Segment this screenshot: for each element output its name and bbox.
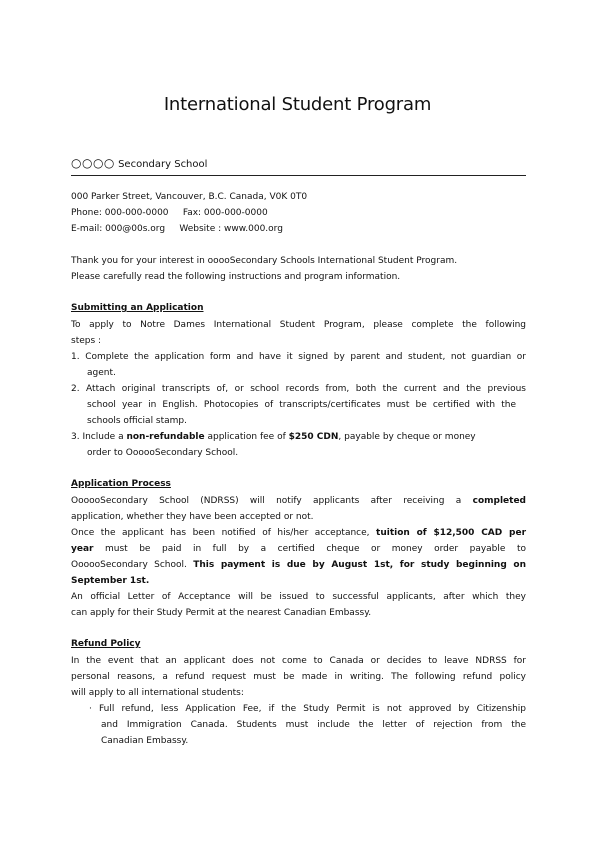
process-line <box>71 493 526 509</box>
step-1-line: 1. Complete the application form and have it signed by parent and student, not guardian or <box>71 352 526 362</box>
refund-bullet-line: and Immigration Canada. Students must include the letter of rejection from the <box>101 720 526 730</box>
submitting-intro-line: To apply to Notre Dames International Student Program, please complete the following <box>71 320 526 330</box>
section-heading-submitting: Submitting an Application <box>71 303 204 313</box>
school-address: 000 Parker Street, Vancouver, B.C. Canada, V0K 0T0 <box>71 192 308 202</box>
process-line: An official Letter of Acceptance will be issued to successful applicants, after which they <box>71 592 526 602</box>
completed-text: completed <box>472 496 526 506</box>
school-email: E-mail: 000@00s.org <box>71 224 166 234</box>
contact-line-email <box>71 223 283 235</box>
page-title: International Student Program <box>163 94 432 115</box>
process-text: OooooSecondary School. <box>71 560 194 570</box>
step-2-line: school year in English. Photocopies of transcripts/certificates must be certified with the <box>87 400 516 410</box>
step-3-text: application fee of <box>204 432 289 442</box>
refund-line: will apply to all international students: <box>71 688 244 698</box>
header-divider <box>71 175 526 176</box>
step-3-line <box>71 429 476 445</box>
process-line: application, whether they have been accepted or not. <box>71 512 314 522</box>
submitting-intro-line: steps : <box>71 336 102 346</box>
tuition-amount: year <box>71 544 94 554</box>
intro-line: Please carefully read the following instructions and program information. <box>71 272 401 282</box>
step-3-text: 3. Include a <box>71 432 127 442</box>
process-line <box>71 557 526 573</box>
contact-line-phone <box>71 207 268 219</box>
step-1-line: agent. <box>87 368 116 378</box>
school-fax: Fax: 000-000-0000 <box>182 208 268 218</box>
application-fee-amount: $250 CDN <box>288 432 339 442</box>
intro-line: Thank you for your interest in ooooSecondary Schools International Student Program. <box>71 256 458 266</box>
process-line <box>71 541 526 557</box>
school-name: Secondary School <box>118 159 208 170</box>
refund-bullet-line: · Full refund, less Application Fee, if the Study Permit is not approved by Citizenship <box>89 704 526 714</box>
process-line <box>71 573 149 589</box>
process-line: can apply for their Study Permit at the nearest Canadian Embassy. <box>71 608 372 618</box>
refund-bullet-line: Canadian Embassy. <box>101 736 189 746</box>
step-2-line: 2. Attach original transcripts of, or school records from, both the current and the previous <box>71 384 526 394</box>
step-3-line: order to OooooSecondary School. <box>87 448 239 458</box>
tuition-amount: tuition of $12,500 CAD per <box>376 528 527 538</box>
section-heading-process: Application Process <box>71 479 171 489</box>
non-refundable-text: non-refundable <box>126 432 205 442</box>
refund-line: personal reasons, a refund request must be made in writing. The following refund policy <box>71 672 526 682</box>
payment-due-text: September 1st. <box>71 576 150 586</box>
step-3-text: , payable by cheque or money <box>338 432 476 442</box>
school-phone: Phone: 000-000-0000 <box>71 208 169 218</box>
process-line <box>71 525 526 541</box>
refund-line: In the event that an applicant does not come to Canada or decides to leave NDRSS for <box>71 656 526 666</box>
process-text: OooooSecondary School (NDRSS) will notify applicants after receiving a <box>71 496 473 506</box>
payment-due-text: This payment is due by August 1st, for study beginning on <box>193 560 526 570</box>
process-text: Once the applicant has been notified of his/her acceptance, <box>71 528 377 538</box>
school-name-line <box>71 156 207 170</box>
section-heading-refund: Refund Policy <box>71 639 141 649</box>
process-text: must be paid in full by a certified cheque or money order payable to <box>93 544 526 554</box>
school-website: Website : www.000.org <box>179 224 283 234</box>
school-name-placeholder: ○○○○ <box>71 156 115 170</box>
step-2-line: schools official stamp. <box>87 416 188 426</box>
